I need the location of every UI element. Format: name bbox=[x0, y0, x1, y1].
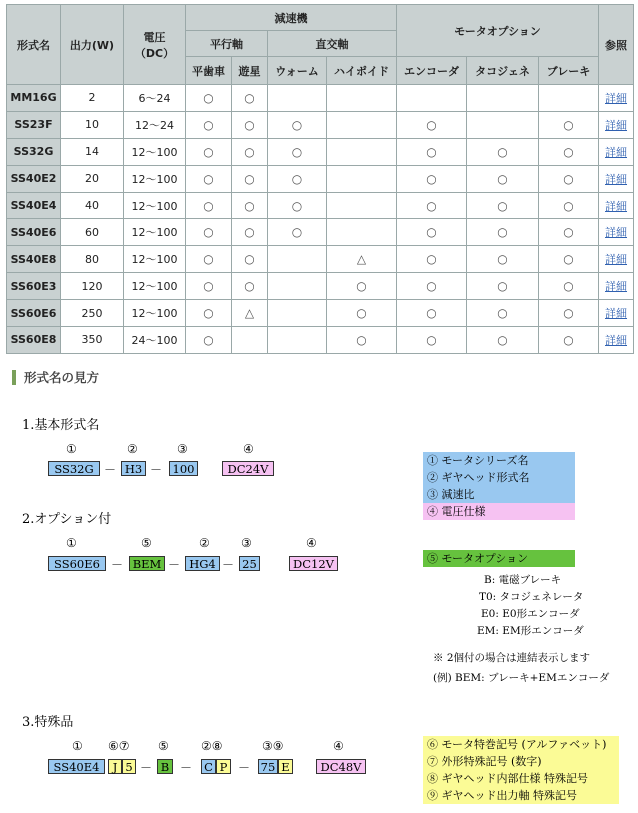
cell-worm: ○ bbox=[268, 111, 327, 138]
cell-tachogen: ○ bbox=[467, 327, 539, 354]
table-row bbox=[7, 219, 634, 246]
cell-worm: ○ bbox=[268, 192, 327, 219]
spec-table bbox=[6, 4, 634, 354]
cell-spur: ○ bbox=[186, 192, 232, 219]
basic-box-gearhead: H3 bbox=[121, 461, 146, 476]
cell-spur: ○ bbox=[186, 219, 232, 246]
basic-title: 1.基本形式名 bbox=[22, 418, 100, 433]
cell-brake: ○ bbox=[539, 219, 599, 246]
special-dash-1: － bbox=[140, 761, 153, 775]
detail-link[interactable]: 詳細 bbox=[605, 172, 628, 186]
cell-spur: ○ bbox=[186, 165, 232, 192]
detail-link[interactable]: 詳細 bbox=[605, 145, 628, 159]
option-box-motor-option: BEM bbox=[129, 556, 165, 571]
header-voltage-line1: 電圧 bbox=[143, 30, 166, 44]
detail-link[interactable]: 詳細 bbox=[605, 280, 628, 294]
option-box-gearhead: HG4 bbox=[185, 556, 220, 571]
cell-voltage: 12～100 bbox=[124, 219, 186, 246]
cell-spur: ○ bbox=[186, 327, 232, 354]
header-parallel: 平行軸 bbox=[186, 31, 268, 57]
option-box-voltage: DC12V bbox=[289, 556, 338, 571]
special-box-winding: J bbox=[108, 759, 122, 774]
cell-brake bbox=[539, 85, 599, 112]
special-box-shaft: E bbox=[278, 759, 293, 774]
special-box-series: SS40E4 bbox=[48, 759, 105, 774]
cell-model: SS60E3 bbox=[7, 273, 61, 300]
header-model: 形式名 bbox=[7, 5, 61, 85]
cell-reference bbox=[599, 165, 634, 192]
cell-voltage: 24～100 bbox=[124, 327, 186, 354]
basic-dash-1: － bbox=[104, 463, 117, 477]
cell-encoder: ○ bbox=[397, 138, 467, 165]
special-legend-9: ⑨ ギヤヘッド出力軸 特殊記号 bbox=[427, 789, 577, 802]
cell-tachogen: ○ bbox=[467, 192, 539, 219]
option-note-2: (例) BEM: ブレーキ+EMエンコーダ bbox=[433, 672, 610, 684]
header-output: 出力(W) bbox=[61, 5, 124, 85]
header-spur: 平歯車 bbox=[186, 57, 232, 85]
table-row bbox=[7, 273, 634, 300]
special-num-5: ⑤ bbox=[158, 739, 169, 753]
cell-hypoid: △ bbox=[327, 246, 397, 273]
special-box-voltage: DC48V bbox=[316, 759, 366, 774]
cell-output: 120 bbox=[61, 273, 124, 300]
detail-link[interactable]: 詳細 bbox=[605, 199, 628, 213]
cell-brake: ○ bbox=[539, 111, 599, 138]
special-dash-3: － bbox=[238, 761, 251, 775]
special-legend-8: ⑧ ギヤヘッド内部仕様 特殊記号 bbox=[427, 772, 588, 785]
special-num-67: ⑥⑦ bbox=[108, 739, 130, 753]
cell-tachogen: ○ bbox=[467, 165, 539, 192]
option-box-ratio: 25 bbox=[239, 556, 260, 571]
cell-model: SS40E4 bbox=[7, 192, 61, 219]
cell-voltage: 12～100 bbox=[124, 165, 186, 192]
cell-reference bbox=[599, 327, 634, 354]
cell-tachogen: ○ bbox=[467, 138, 539, 165]
special-box-gearhead: C bbox=[201, 759, 216, 774]
cell-tachogen: ○ bbox=[467, 219, 539, 246]
section-heading bbox=[12, 368, 99, 386]
special-box-internal: P bbox=[216, 759, 231, 774]
basic-num-4: ④ bbox=[243, 442, 254, 456]
basic-box-series: SS32G bbox=[48, 461, 100, 476]
cell-planetary bbox=[232, 327, 268, 354]
cell-model: SS32G bbox=[7, 138, 61, 165]
cell-output: 14 bbox=[61, 138, 124, 165]
detail-link[interactable]: 詳細 bbox=[605, 226, 628, 240]
cell-worm bbox=[268, 327, 327, 354]
cell-brake: ○ bbox=[539, 273, 599, 300]
special-legend bbox=[423, 736, 619, 804]
cell-voltage: 6～24 bbox=[124, 85, 186, 112]
option-num-5: ⑤ bbox=[141, 536, 152, 550]
cell-tachogen bbox=[467, 111, 539, 138]
cell-brake: ○ bbox=[539, 300, 599, 327]
header-tachogen: タコジェネ bbox=[467, 57, 539, 85]
section-title: 形式名の見方 bbox=[24, 370, 100, 385]
option-dash-3: － bbox=[222, 558, 235, 572]
cell-encoder: ○ bbox=[397, 273, 467, 300]
header-motor-option: モータオプション bbox=[397, 5, 599, 57]
option-num-4: ④ bbox=[306, 536, 317, 550]
cell-worm bbox=[268, 246, 327, 273]
header-encoder: エンコーダ bbox=[397, 57, 467, 85]
basic-legend bbox=[423, 452, 575, 520]
header-worm: ウォーム bbox=[268, 57, 327, 85]
cell-worm bbox=[268, 300, 327, 327]
header-brake: ブレーキ bbox=[539, 57, 599, 85]
cell-planetary: ○ bbox=[232, 192, 268, 219]
cell-model: MM16G bbox=[7, 85, 61, 112]
cell-worm: ○ bbox=[268, 219, 327, 246]
cell-output: 80 bbox=[61, 246, 124, 273]
cell-model: SS23F bbox=[7, 111, 61, 138]
cell-encoder: ○ bbox=[397, 111, 467, 138]
cell-spur: ○ bbox=[186, 273, 232, 300]
special-num-4: ④ bbox=[333, 739, 344, 753]
cell-spur: ○ bbox=[186, 111, 232, 138]
special-box-option: B bbox=[157, 759, 173, 774]
table-row bbox=[7, 246, 634, 273]
cell-output: 10 bbox=[61, 111, 124, 138]
option-dash-1: － bbox=[111, 558, 124, 572]
special-num-28: ②⑧ bbox=[201, 739, 223, 753]
special-box-outline: 5 bbox=[122, 759, 136, 774]
option-note-1: ※ 2個付の場合は連結表示します bbox=[433, 652, 591, 664]
basic-num-1: ① bbox=[66, 442, 77, 456]
header-reference: 参照 bbox=[599, 5, 634, 85]
cell-planetary: ○ bbox=[232, 111, 268, 138]
cell-hypoid: ○ bbox=[327, 327, 397, 354]
table-row bbox=[7, 327, 634, 354]
cell-hypoid bbox=[327, 165, 397, 192]
cell-reference bbox=[599, 111, 634, 138]
cell-voltage: 12～100 bbox=[124, 246, 186, 273]
option-legend bbox=[423, 550, 575, 567]
detail-link[interactable]: 詳細 bbox=[605, 91, 628, 105]
cell-brake: ○ bbox=[539, 192, 599, 219]
cell-tachogen bbox=[467, 85, 539, 112]
cell-spur: ○ bbox=[186, 85, 232, 112]
detail-link[interactable]: 詳細 bbox=[605, 253, 628, 267]
table-row bbox=[7, 165, 634, 192]
cell-encoder: ○ bbox=[397, 300, 467, 327]
table-row bbox=[7, 192, 634, 219]
cell-hypoid bbox=[327, 138, 397, 165]
special-legend-6: ⑥ モータ特巻記号 (アルファベット) bbox=[427, 738, 607, 751]
cell-voltage: 12～100 bbox=[124, 138, 186, 165]
cell-planetary: △ bbox=[232, 300, 268, 327]
detail-link[interactable]: 詳細 bbox=[605, 118, 628, 132]
cell-hypoid bbox=[327, 85, 397, 112]
cell-spur: ○ bbox=[186, 138, 232, 165]
option-title: 2.オプション付 bbox=[22, 512, 112, 527]
cell-output: 40 bbox=[61, 192, 124, 219]
special-title: 3.特殊品 bbox=[22, 715, 74, 730]
option-brake-line: B: 電磁ブレーキ bbox=[484, 574, 562, 586]
cell-planetary: ○ bbox=[232, 165, 268, 192]
cell-encoder: ○ bbox=[397, 246, 467, 273]
cell-worm bbox=[268, 273, 327, 300]
table-row bbox=[7, 138, 634, 165]
cell-voltage: 12～100 bbox=[124, 300, 186, 327]
option-legend-head: ⑤ モータオプション bbox=[423, 550, 575, 567]
basic-legend-2: ② ギヤヘッド形式名 bbox=[427, 471, 530, 484]
cell-spur: ○ bbox=[186, 246, 232, 273]
basic-legend-3: ③ 減速比 bbox=[427, 488, 475, 501]
cell-planetary: ○ bbox=[232, 138, 268, 165]
cell-voltage: 12～100 bbox=[124, 273, 186, 300]
basic-num-2: ② bbox=[127, 442, 138, 456]
cell-reference bbox=[599, 138, 634, 165]
cell-tachogen: ○ bbox=[467, 300, 539, 327]
cell-brake: ○ bbox=[539, 165, 599, 192]
cell-model: SS40E6 bbox=[7, 219, 61, 246]
basic-num-3: ③ bbox=[177, 442, 188, 456]
basic-legend-4: ④ 電圧仕様 bbox=[423, 503, 575, 520]
cell-planetary: ○ bbox=[232, 219, 268, 246]
header-voltage-line2: （DC） bbox=[134, 46, 175, 60]
cell-voltage: 12～100 bbox=[124, 192, 186, 219]
special-num-39: ③⑨ bbox=[262, 739, 284, 753]
cell-encoder bbox=[397, 85, 467, 112]
option-em-line: EM: EM形エンコーダ bbox=[477, 625, 584, 637]
cell-worm: ○ bbox=[268, 165, 327, 192]
cell-hypoid: ○ bbox=[327, 300, 397, 327]
option-num-1: ① bbox=[66, 536, 77, 550]
cell-hypoid: ○ bbox=[327, 273, 397, 300]
cell-encoder: ○ bbox=[397, 219, 467, 246]
table-row bbox=[7, 300, 634, 327]
cell-reference bbox=[599, 219, 634, 246]
basic-legend-1: ① モータシリーズ名 bbox=[427, 454, 529, 467]
special-dash-2: － bbox=[180, 761, 193, 775]
cell-reference bbox=[599, 85, 634, 112]
cell-encoder: ○ bbox=[397, 192, 467, 219]
basic-box-voltage: DC24V bbox=[222, 461, 274, 476]
cell-voltage: 12～24 bbox=[124, 111, 186, 138]
header-orthogonal: 直交軸 bbox=[268, 31, 397, 57]
table-row bbox=[7, 111, 634, 138]
cell-model: SS60E8 bbox=[7, 327, 61, 354]
cell-model: SS40E2 bbox=[7, 165, 61, 192]
cell-tachogen: ○ bbox=[467, 273, 539, 300]
cell-output: 350 bbox=[61, 327, 124, 354]
cell-output: 250 bbox=[61, 300, 124, 327]
cell-reference bbox=[599, 273, 634, 300]
cell-worm: ○ bbox=[268, 138, 327, 165]
detail-link[interactable]: 詳細 bbox=[605, 307, 628, 321]
cell-hypoid bbox=[327, 111, 397, 138]
cell-brake: ○ bbox=[539, 138, 599, 165]
cell-hypoid bbox=[327, 219, 397, 246]
option-num-3: ③ bbox=[241, 536, 252, 550]
cell-planetary: ○ bbox=[232, 246, 268, 273]
cell-tachogen: ○ bbox=[467, 246, 539, 273]
cell-output: 60 bbox=[61, 219, 124, 246]
cell-planetary: ○ bbox=[232, 85, 268, 112]
cell-brake: ○ bbox=[539, 327, 599, 354]
special-legend-block bbox=[423, 736, 619, 804]
cell-output: 20 bbox=[61, 165, 124, 192]
option-num-2: ② bbox=[199, 536, 210, 550]
cell-planetary: ○ bbox=[232, 273, 268, 300]
header-planetary: 遊星 bbox=[232, 57, 268, 85]
cell-spur: ○ bbox=[186, 300, 232, 327]
heading-bar bbox=[12, 370, 16, 385]
special-legend-7: ⑦ 外形特殊記号 (数字) bbox=[427, 755, 542, 768]
cell-reference bbox=[599, 246, 634, 273]
cell-encoder: ○ bbox=[397, 327, 467, 354]
cell-brake: ○ bbox=[539, 246, 599, 273]
cell-model: SS60E6 bbox=[7, 300, 61, 327]
cell-encoder: ○ bbox=[397, 165, 467, 192]
cell-model: SS40E8 bbox=[7, 246, 61, 273]
basic-legend-blue-block bbox=[423, 452, 575, 503]
option-tachogen-line: T0: タコジェネレータ bbox=[479, 591, 584, 603]
cell-reference bbox=[599, 192, 634, 219]
spec-table-body bbox=[7, 85, 634, 354]
header-reducer: 減速機 bbox=[186, 5, 397, 31]
table-row bbox=[7, 85, 634, 112]
special-box-ratio: 75 bbox=[258, 759, 278, 774]
special-num-1: ① bbox=[72, 739, 83, 753]
basic-box-ratio: 100 bbox=[169, 461, 198, 476]
cell-hypoid bbox=[327, 192, 397, 219]
option-dash-2: － bbox=[168, 558, 181, 572]
header-voltage bbox=[124, 5, 186, 85]
header-hypoid: ハイポイド bbox=[327, 57, 397, 85]
cell-worm bbox=[268, 85, 327, 112]
option-box-series: SS60E6 bbox=[48, 556, 106, 571]
cell-output: 2 bbox=[61, 85, 124, 112]
cell-reference bbox=[599, 300, 634, 327]
detail-link[interactable]: 詳細 bbox=[605, 333, 628, 347]
option-e0-line: E0: E0形エンコーダ bbox=[481, 608, 580, 620]
basic-dash-2: － bbox=[150, 463, 163, 477]
